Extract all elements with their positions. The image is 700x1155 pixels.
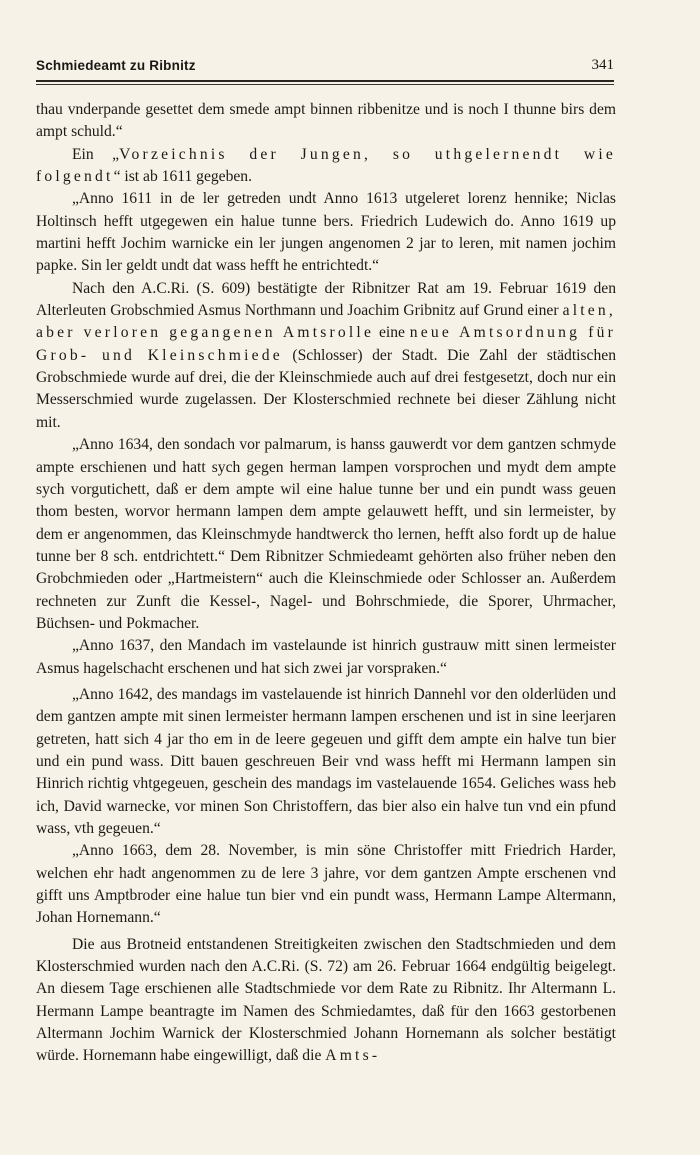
header-rule-thick — [36, 80, 614, 82]
paragraph — [36, 684, 616, 840]
text-run: „Anno 1642, des mandags im vastelauende ist hinrich Dannehl vor den olderlüden und dem gantzen ampte mit sinen lermeister hermann lampen erschenen und ist in sine leerjaren getreten, hatt sich 4 jar tho em in de leere gegeuen und gifft dem ampte ein halve tun bier und ein pund wass. Ditt bauen geschreuen Beir vnd wass hefft mi Hermann lampen sin Hinrich richtig vhtgegeuen, geschein des mandags im vastelauende 1654. Geliches wass heb ich, David warnecke, vor minen Son Christoffern, das bier also ein halve tun vnd ein pfund wass, vth gegeuen.“ — [36, 685, 616, 837]
text-run: „Anno 1637, den Mandach im vastelaunde ist hinrich gustrauw mitt sinen lermeister Asmus hagelschacht erschenen und hat sich zwei jar vorspraken.“ — [36, 637, 616, 677]
text-run: eine — [374, 324, 410, 342]
paragraph — [36, 144, 616, 189]
text-run: „Anno 1611 in de ler getreden undt Anno 1613 utgeleret lorenz hennike; Niclas Holtinsch hefft utgegewen ein halue tunne bers. Friedrich Ludewich do. Anno 1619 up martini hefft Jochim warnicke ein ler jungen angenomen 2 jar to leren, mit namen jochim papke. Sin ler geldt undt dat wass hefft he entrichtedt.“ — [36, 190, 616, 275]
page-header — [36, 58, 614, 82]
spaced-text-run: Amts- — [325, 1047, 381, 1065]
text-run: “ ist ab 1611 gegeben. — [113, 168, 253, 186]
running-title: Schmiedeamt zu Ribnitz — [36, 58, 196, 73]
body-text — [36, 99, 616, 1068]
header-rule-thin — [36, 84, 614, 85]
paragraph — [36, 635, 616, 680]
spaced-text-run: alten, aber verloren gegangenen Amtsrolle — [36, 302, 616, 342]
text-run: Die aus Brotneid entstandenen Streitigkeiten zwischen den Stadtschmieden und dem Klosterschmied wurden nach den A.C.Ri. (S. 72) am 26. Februar 1664 endgültig beigelegt. An diesem Tage erschienen alle Stadtschmiede vor dem Rate zu Ribnitz. Ihr Altermann L. Hermann Lampe beantragte im Namen des Schmiedamtes, daß für den 1663 gestorbenen Altermann Jochim Warnick der Klosterschmied Johann Hornemann als solcher bestätigt würde. Hornemann habe eingewilligt, daß die — [36, 935, 616, 1065]
text-run: „Anno 1634, den sondach vor palmarum, is hanss gauwerdt vor dem gantzen schmyde ampte erschienen und hatt sych gegen herman lampen vorsprochen und mydt dem ampte sych vorgutichett, daß er dem ampte wil eine halue tunne ber und ein pundt wass geuen thom besten, worvor hermann lampen dem ampte gelauwett hefft, und sin lermeister, by dem er angenommen, das Kleinschmyde handtwerck tho lernen, hefft also fordt up de halue tunne ber 8 sch. entdrichtett.“ Dem Ribnitzer Schmiedeamt gehörten also früher neben den Grobchmieden oder „Hartmeistern“ auch die Kleinschmiede oder Schlosser an. Außerdem rechneten zur Zunft die Kessel-, Nagel- und Bohrschmiede, die Sporer, Uhrmacher, Büchsen- und Pokmacher. — [36, 436, 616, 632]
text-run: Nach den A.C.Ri. (S. 609) bestätigte der Ribnitzer Rat am 19. Februar 1619 den Alterleuten Grobschmied Asmus Northmann und Joachim Gribnitz auf Grund einer — [36, 279, 616, 320]
paragraph — [36, 840, 616, 929]
paragraph — [36, 278, 616, 434]
text-run: thau vnderpande gesettet dem smede ampt binnen ribbenitze und is noch I thunne birs dem ampt schuld.“ — [36, 101, 616, 141]
paragraph — [36, 99, 616, 144]
text-run: „Anno 1663, dem 28. November, is min söne Christoffer mitt Friedrich Harder, welchen ehr hadt angenommen zu de lere 3 jahre, vor dem gantzen Ampte erschenen vnd gifft uns Amptbroder eine halue tun bier vnd ein pundt wass, Hermann Lampe Altermann, Johan Hornemann.“ — [36, 842, 616, 927]
text-run: Ein „ — [72, 145, 120, 163]
paragraph — [36, 934, 616, 1068]
text-run: (Schlosser) der Stadt. Die Zahl der städtischen Grobschmiede wurde auf drei, die der Kleinschmiede auch auf drei festgesetzt, doch nur ein Messerschmied wurde zugelassen. Der Klosterschmied rechnete bei dieser Zählung nicht mit. — [36, 346, 616, 431]
paragraph — [36, 434, 616, 635]
page-number: 341 — [591, 57, 614, 73]
paragraph — [36, 188, 616, 277]
spaced-text-run: Vorzeichnis der Jungen, so uthgelernendt wie folgendt — [36, 145, 616, 186]
spaced-text-run: neue Amtsordnung für Grob- und Kleinschmiede — [36, 324, 616, 364]
